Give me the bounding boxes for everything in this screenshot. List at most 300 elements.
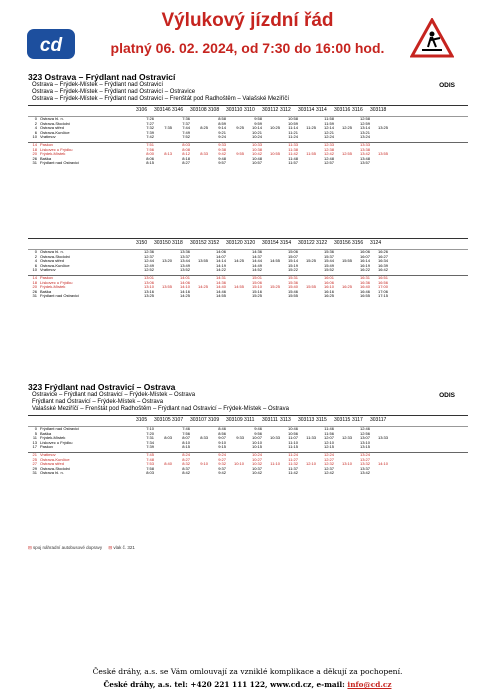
time-cell: 9:46: [254, 426, 262, 431]
train-number: 3112: [280, 107, 291, 113]
station-name: Ostrava-Stodolní: [40, 121, 71, 126]
km-cell: 29: [32, 465, 37, 471]
time-cell: 15:44: [323, 258, 334, 264]
train-number: 3146: [172, 107, 184, 113]
time-cell: 10:55: [269, 151, 280, 157]
km-cell: 21: [32, 451, 37, 457]
time-cell: 14:55: [233, 284, 244, 290]
time-cell: 10:37: [251, 465, 262, 471]
time-cell: 13:01: [143, 274, 154, 280]
time-cell: 13:38: [359, 146, 370, 152]
train-number: 303113: [298, 417, 315, 423]
time-cell: 16:16: [323, 288, 334, 294]
time-cell: 14:14: [215, 258, 226, 264]
time-cell: 13:57: [359, 160, 370, 166]
time-cell: 14:19: [215, 262, 226, 268]
time-cell: 7:26: [146, 116, 154, 121]
section-heading: 323 Frýdlant nad Ostravicí – Ostrava: [28, 382, 176, 392]
time-cell: 12:21: [323, 129, 334, 135]
time-cell: 13:16: [143, 288, 154, 294]
table-row: [28, 268, 468, 273]
timetable-block: [28, 415, 468, 476]
time-cell: 11:55: [306, 151, 316, 157]
time-cell: 15:25: [251, 293, 262, 299]
station-name: Ostrava-Stodolní: [40, 254, 71, 259]
train-number: 303116: [334, 107, 351, 113]
time-cell: 16:56: [377, 279, 388, 285]
time-cell: 12:55: [341, 151, 352, 157]
time-cell: 12:10: [305, 461, 316, 467]
station-name: Frýdek-Místek: [40, 152, 66, 157]
time-cell: 13:32: [359, 461, 370, 467]
time-cell: 12:24: [323, 451, 334, 457]
station-name: Ostrava hl. n.: [40, 117, 64, 121]
km-cell: 27: [32, 461, 37, 467]
time-cell: 15:16: [251, 288, 262, 294]
time-cell: 10:42: [251, 470, 262, 476]
time-cell: 7:20: [146, 430, 154, 436]
train-number: 3116: [352, 107, 363, 113]
time-cell: 11:33: [288, 141, 298, 147]
time-cell: 16:40: [359, 284, 370, 290]
time-cell: 15:10: [251, 284, 262, 290]
time-cell: 12:33: [323, 141, 334, 147]
train-number: 303109: [226, 417, 243, 423]
time-cell: 7:27: [146, 120, 154, 126]
time-cell: 8:25: [200, 125, 208, 131]
train-number: 3109: [208, 417, 220, 423]
time-cell: 13:10: [341, 461, 352, 467]
table-row: [28, 294, 468, 299]
time-cell: 8:00: [146, 151, 154, 157]
time-cell: 8:59: [218, 120, 226, 126]
train-number: 303112: [262, 107, 279, 113]
time-cell: 13:55: [197, 258, 208, 264]
station-name: Baška: [40, 156, 52, 161]
time-cell: 12:37: [143, 253, 154, 259]
time-cell: 7:49: [182, 129, 190, 135]
time-cell: 16:19: [359, 262, 370, 268]
time-cell: 14:52: [251, 267, 262, 273]
time-cell: 13:27: [359, 456, 370, 462]
time-cell: 10:25: [269, 125, 280, 131]
station-name: Frýdlant nad Ostravicí: [40, 161, 80, 166]
train-number-header: [28, 239, 468, 250]
time-cell: 7:10: [146, 426, 154, 431]
time-cell: 9:42: [218, 470, 226, 476]
time-cell: 7:35: [164, 125, 172, 131]
time-cell: 13:49: [179, 262, 190, 268]
time-cell: 15:25: [305, 258, 316, 264]
time-cell: 14:22: [215, 267, 226, 273]
station-name: Baška: [40, 289, 52, 294]
train-number: 3108: [208, 107, 220, 113]
km-cell: 26: [32, 288, 37, 294]
station-name: Vratimov: [40, 268, 56, 273]
time-cell: 12:58: [359, 116, 370, 121]
time-cell: 14:16: [179, 288, 190, 294]
time-cell: 16:26: [377, 249, 388, 254]
time-cell: 10:07: [251, 435, 262, 441]
time-cell: 14:55: [269, 258, 280, 264]
time-cell: 16:34: [377, 258, 388, 264]
time-cell: 8:32: [182, 461, 190, 467]
time-cell: 7:31: [146, 435, 154, 441]
time-cell: 12:15: [323, 444, 334, 450]
time-cell: 7:36: [182, 116, 190, 121]
time-cell: 8:08: [182, 146, 190, 152]
time-cell: 16:31: [359, 274, 370, 280]
km-cell: 31: [32, 160, 37, 166]
time-cell: 9:07: [218, 435, 226, 441]
time-cell: 9:33: [236, 435, 244, 441]
train-number: 3150: [136, 240, 148, 246]
legend-train: vlak č. 321: [113, 545, 135, 550]
time-cell: 14:40: [215, 284, 226, 290]
time-cell: 14:07: [215, 253, 226, 259]
time-cell: 15:55: [305, 284, 316, 290]
roadworks-sign-icon: [410, 18, 454, 58]
time-cell: 7:34: [146, 439, 154, 445]
time-cell: 9:24: [218, 134, 226, 140]
time-cell: 17:00: [377, 284, 388, 290]
km-cell: 6: [34, 262, 37, 268]
time-cell: 17:06: [377, 288, 388, 294]
train-number: 303111: [262, 417, 278, 423]
time-cell: 7:56: [182, 430, 190, 436]
time-cell: 9:21: [218, 129, 226, 135]
time-cell: 9:42: [218, 151, 226, 157]
time-cell: 8:58: [218, 116, 226, 121]
time-cell: 12:57: [323, 160, 334, 166]
time-cell: 12:37: [323, 465, 334, 471]
train-number: 3115: [316, 417, 327, 423]
km-cell: 2: [34, 253, 37, 259]
train-number: 3114: [316, 107, 327, 113]
time-cell: 9:10: [218, 439, 226, 445]
time-cell: 8:03: [182, 141, 190, 147]
time-cell: 9:32: [218, 461, 226, 467]
time-cell: 11:25: [306, 125, 316, 131]
time-cell: 13:42: [359, 151, 370, 157]
train-number: 3120: [244, 240, 256, 246]
time-cell: 10:59: [287, 120, 298, 126]
time-cell: 15:14: [287, 258, 298, 264]
time-cell: 8:18: [182, 155, 190, 161]
km-cell: 10: [32, 267, 37, 273]
time-cell: 8:40: [164, 461, 172, 467]
train-number: 303118: [370, 107, 387, 113]
km-cell: 14: [32, 141, 37, 147]
km-cell: 14: [32, 274, 37, 280]
time-cell: 11:57: [288, 160, 298, 166]
time-cell: 10:42: [251, 151, 262, 157]
time-cell: 9:24: [218, 451, 226, 457]
validity-subtitle: platný 06. 02. 2024, od 7:30 do 16:00 hod.: [110, 40, 385, 56]
time-cell: 16:36: [359, 279, 370, 285]
section-heading: 323 Ostrava – Frýdlant nad Ostravicí: [28, 72, 176, 82]
time-cell: 10:15: [251, 444, 262, 450]
time-cell: 15:36: [287, 279, 298, 285]
time-cell: 8:07: [182, 435, 190, 441]
time-cell: 7:32: [146, 125, 154, 131]
train-number: 303156: [334, 240, 351, 246]
time-cell: 10:10: [251, 439, 262, 445]
time-cell: 14:46: [215, 288, 226, 294]
time-cell: 15:01: [251, 274, 262, 280]
time-cell: 8:03: [146, 470, 154, 476]
train-number: 3107: [172, 417, 184, 423]
time-cell: 14:10: [377, 461, 388, 467]
station-name: Ostrava-Kunčice: [40, 457, 70, 462]
time-cell: 17:15: [377, 293, 388, 299]
km-cell: 18: [32, 146, 37, 152]
time-cell: 11:24: [288, 451, 298, 457]
time-cell: 10:57: [251, 160, 262, 166]
odis-label: ODIS: [439, 82, 455, 89]
table-row: [28, 471, 468, 476]
time-cell: 12:24: [323, 134, 334, 140]
time-cell: 13:55: [161, 284, 172, 290]
time-cell: 10:46: [287, 426, 298, 431]
train-number: 303114: [298, 107, 315, 113]
station-name: Frýdlant nad Ostravicí: [40, 427, 80, 431]
time-cell: 15:37: [323, 253, 334, 259]
train-number: 3110: [244, 107, 255, 113]
time-cell: 15:31: [287, 274, 298, 280]
train-number: 303152: [190, 240, 207, 246]
route-variant: Valašské Meziříčí – Frenštát pod Radhoštěm – Frýdlant nad Ostravicí – Frýdek-Místek – Ostrava: [32, 406, 289, 412]
route-variant: Ostrava – Frýdek-Místek – Frýdlant nad Ostravicí: [32, 82, 164, 88]
time-cell: 12:38: [323, 146, 334, 152]
time-cell: 13:14: [359, 125, 370, 131]
time-cell: 15:07: [287, 253, 298, 259]
time-cell: 9:33: [218, 141, 226, 147]
time-cell: 10:56: [287, 430, 298, 436]
time-cell: 9:56: [254, 430, 262, 436]
time-cell: 9:48: [218, 155, 226, 161]
time-cell: 16:25: [341, 284, 352, 290]
time-cell: 8:33: [200, 435, 208, 441]
train-number: 303115: [334, 417, 351, 423]
time-cell: 16:07: [359, 253, 370, 259]
time-cell: 13:07: [359, 435, 370, 441]
time-cell: 11:46: [324, 426, 334, 431]
km-cell: 11: [32, 435, 37, 441]
station-name: Paskov: [40, 445, 54, 450]
time-cell: 16:51: [377, 274, 388, 280]
time-cell: 14:44: [251, 258, 262, 264]
time-cell: 12:49: [143, 262, 154, 268]
train-number: 3106: [136, 107, 148, 113]
route-variant: Frýdlant nad Ostravicí – Frýdek-Místek – Ostrava: [32, 399, 164, 405]
time-cell: 12:56: [359, 430, 370, 436]
time-cell: 13:36: [179, 249, 190, 254]
time-cell: 15:52: [323, 267, 334, 273]
time-cell: 7:46: [182, 426, 190, 431]
time-cell: 13:33: [377, 435, 388, 441]
route-variant: Ostravice – Frýdlant nad Ostravicí – Frýdek-Místek – Ostrava: [32, 392, 196, 398]
station-name: Lískovec u Frýdku: [40, 280, 73, 285]
time-cell: 10:10: [233, 461, 244, 467]
time-cell: 10:33: [251, 141, 262, 147]
km-cell: 0: [34, 249, 37, 254]
time-cell: 13:10: [359, 439, 370, 445]
train-number: 3124: [370, 240, 382, 246]
contact-line: [0, 680, 495, 689]
time-cell: 7:42: [146, 134, 154, 140]
time-cell: 7:53: [146, 461, 154, 467]
time-cell: 9:57: [218, 160, 226, 166]
time-cell: 8:33: [200, 151, 208, 157]
time-cell: 11:59: [324, 120, 334, 126]
time-cell: 15:22: [287, 267, 298, 273]
time-cell: 13:33: [359, 141, 370, 147]
time-cell: 15:36: [323, 249, 334, 254]
train-number: 303146: [154, 107, 171, 113]
station-name: Frýdlant nad Ostravicí: [40, 294, 80, 299]
train-number: 303107: [190, 417, 207, 423]
timetable-block: [28, 238, 468, 299]
time-cell: 16:06: [359, 249, 370, 254]
train-number: 303150: [154, 240, 171, 246]
time-cell: 10:27: [251, 456, 262, 462]
time-cell: 12:59: [359, 120, 370, 126]
time-cell: 14:06: [215, 249, 226, 254]
km-cell: 13: [32, 439, 37, 445]
time-cell: 16:01: [323, 274, 334, 280]
time-cell: 15:55: [287, 293, 298, 299]
time-cell: 10:48: [251, 155, 262, 161]
time-cell: 13:21: [359, 129, 370, 135]
timetable-block: [28, 105, 468, 166]
train-number: 303105: [154, 417, 171, 423]
time-cell: 13:42: [359, 470, 370, 476]
time-cell: 15:55: [341, 258, 352, 264]
time-cell: 11:56: [324, 430, 334, 436]
apology-text: České dráhy, a.s. se Vám omlouvají za vzniklé komplikace a děkují za pochopení.: [92, 667, 403, 676]
train-number: 303154: [262, 240, 279, 246]
km-cell: 20: [32, 151, 37, 157]
time-cell: 13:52: [179, 267, 190, 273]
km-cell: 26: [32, 155, 37, 161]
time-cell: 8:15: [182, 444, 190, 450]
time-cell: 10:33: [269, 435, 280, 441]
time-cell: 13:15: [359, 444, 370, 450]
time-cell: 11:15: [288, 444, 298, 450]
time-cell: 7:58: [146, 465, 154, 471]
time-cell: 9:59: [254, 120, 262, 126]
time-cell: 10:21: [251, 129, 262, 135]
station-name: Ostrava střed: [40, 259, 65, 264]
station-name: Lískovec u Frýdku: [40, 440, 73, 445]
station-name: Ostrava-Kunčice: [40, 130, 70, 135]
train-number: 303110: [226, 107, 243, 113]
time-cell: 14:25: [233, 258, 244, 264]
train-number: 3105: [136, 417, 148, 423]
train-number: 303108: [190, 107, 207, 113]
station-name: Vratimov: [40, 135, 56, 140]
time-cell: 8:27: [182, 456, 190, 462]
time-cell: 14:31: [215, 274, 226, 280]
time-cell: 13:10: [143, 284, 154, 290]
train-number: 303120: [226, 240, 243, 246]
time-cell: 12:27: [323, 456, 334, 462]
time-cell: 8:10: [182, 439, 190, 445]
train-number: 3152: [208, 240, 220, 246]
time-cell: 12:07: [323, 435, 334, 441]
time-cell: 11:10: [288, 439, 298, 445]
station-name: Ostrava střed: [40, 126, 65, 131]
time-cell: 7:51: [146, 141, 154, 147]
km-cell: 20: [32, 284, 37, 290]
time-cell: 9:37: [218, 465, 226, 471]
time-cell: 15:46: [287, 288, 298, 294]
train-number-header: [28, 106, 468, 117]
train-number: 303117: [370, 417, 387, 423]
time-cell: 8:03: [164, 435, 172, 441]
time-cell: 11:24: [288, 134, 298, 140]
time-cell: 11:21: [288, 129, 298, 135]
time-cell: 12:42: [323, 470, 334, 476]
header: [0, 0, 495, 70]
time-cell: 7:45: [146, 451, 154, 457]
time-cell: 7:56: [146, 146, 154, 152]
km-cell: 10: [32, 134, 37, 140]
email-link[interactable]: info@cd.cz: [347, 680, 392, 689]
time-cell: 11:58: [324, 116, 334, 121]
time-cell: 9:15: [218, 444, 226, 450]
time-cell: 13:24: [359, 134, 370, 140]
train-number: 3122: [316, 240, 328, 246]
time-cell: 8:15: [146, 160, 154, 166]
time-cell: 13:44: [179, 258, 190, 264]
time-cell: 12:33: [341, 435, 352, 441]
time-cell: 14:49: [251, 262, 262, 268]
time-cell: 15:19: [287, 262, 298, 268]
time-cell: 13:37: [179, 253, 190, 259]
time-cell: 8:13: [164, 151, 172, 157]
station-name: Frýdek-Místek: [40, 436, 66, 441]
train-number: 3113: [280, 417, 291, 423]
table-row: [28, 445, 468, 450]
station-name: Paskov: [40, 142, 54, 147]
km-cell: 4: [34, 125, 37, 131]
time-cell: 10:38: [251, 146, 262, 152]
time-cell: 15:06: [287, 249, 298, 254]
time-cell: 10:32: [251, 461, 262, 467]
time-cell: 7:39: [146, 444, 154, 450]
time-cell: 12:32: [323, 461, 334, 467]
time-cell: 8:42: [182, 470, 190, 476]
time-cell: 11:07: [288, 435, 298, 441]
train-number-header: [28, 416, 468, 427]
route-variant: Ostrava – Frýdek-Místek – Frýdlant nad Ostravicí – Frenštát pod Radhoštěm – Valašské Meziříčí: [32, 96, 289, 102]
time-cell: 9:38: [218, 146, 226, 152]
train-number: 3154: [280, 240, 292, 246]
time-cell: 10:24: [251, 134, 262, 140]
time-cell: 7:52: [182, 134, 190, 140]
time-cell: 13:25: [143, 293, 154, 299]
time-cell: 11:32: [288, 461, 298, 467]
time-cell: 11:33: [306, 435, 316, 441]
km-cell: 0: [34, 116, 37, 121]
page-title: Výlukový jízdní řád: [161, 10, 334, 31]
time-cell: 14:36: [251, 249, 262, 254]
time-cell: 15:06: [251, 279, 262, 285]
time-cell: 11:48: [288, 155, 298, 161]
time-cell: 15:40: [287, 284, 298, 290]
